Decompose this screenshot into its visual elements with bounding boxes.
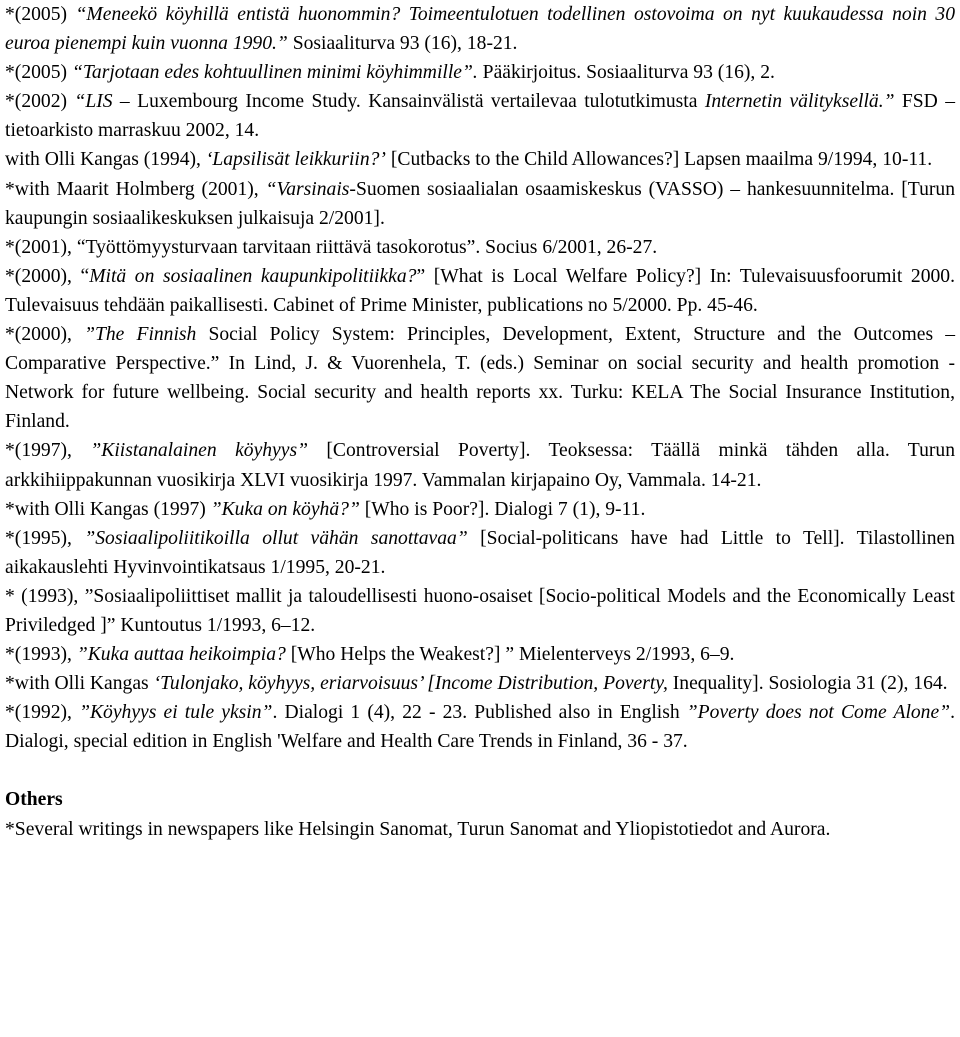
reference-entry <box>5 669 955 698</box>
reference-entry <box>5 495 955 524</box>
entry-prefix: *(2000), “ <box>5 265 90 287</box>
entry-title: Mitä on sosiaalinen kaupunkipolitiikka? <box>89 265 417 287</box>
entry-source: . Dialogi 1 (4), 22 - 23. Published also in English <box>272 702 687 724</box>
reference-entry <box>5 640 955 669</box>
entry-source: ” [What is Local Welfare Policy?] In: Tulevaisuusfoorumit 2000. Tulevaisuus tehdään paikallisesti. Cabinet of Prime Minister, publications no 5/2000. Pp. 45-46. <box>5 265 955 316</box>
entry-prefix: *with Maarit Holmberg (2001), <box>5 178 266 200</box>
entry-title: “Tarjotaan edes kohtuullinen minimi köyhimmille”. <box>71 62 478 84</box>
reference-entry <box>5 87 955 145</box>
entry-title: ‘Tulonjako, köyhyys, eriarvoisuus’ [Income Distribution, Poverty, <box>153 673 668 695</box>
entry-source: Sosiaaliturva 93 (16), 18-21. <box>287 33 518 55</box>
entry-source-continued: FSD – tietoarkisto marraskuu 2002, 14. <box>5 91 955 142</box>
entry-prefix: *(1997), <box>5 440 91 462</box>
entry-title: ”Sosiaalipoliitikoilla ollut vähän sanottavaa” <box>84 527 468 549</box>
entry-prefix: *(2005) <box>5 4 76 25</box>
reference-entry <box>5 0 955 58</box>
reference-entry <box>5 436 955 494</box>
entry-title-english: ”Poverty does not Come Alone” <box>686 702 951 724</box>
entry-title: “Meneekö köyhillä entistä huonommin? Toimeentulotuen todellinen ostovoima on nyt kuukaudessa noin 30 euroa pienempi kuin vuonna 1990.” <box>5 4 956 55</box>
entry-prefix: *with Olli Kangas (1997) <box>5 498 211 520</box>
reference-entry <box>5 58 955 87</box>
entry-title-continued: Internetin välityksellä.” <box>704 91 895 113</box>
entry-source: Pääkirjoitus. Sosiaaliturva 93 (16), 2. <box>477 62 775 84</box>
entry-title: “Varsinais <box>265 178 350 200</box>
section-heading-others: Others <box>5 789 63 811</box>
entry-source: -Suomen sosiaalialan osaamiskeskus (VASSO) – hankesuunnitelma. [Turun kaupungin sosiaalikeskuksen julkaisuja 2/2001]. <box>5 178 955 229</box>
entry-prefix: with Olli Kangas (1994), <box>5 149 206 171</box>
entry-title: ”Köyhyys ei tule yksin” <box>79 702 273 724</box>
reference-entry <box>5 524 955 582</box>
entry-prefix: *(2002) <box>5 91 75 113</box>
entry-title: ”Kuka on köyhä?” <box>210 498 360 520</box>
entry-source: – Luxembourg Income Study. Kansainvälistä vertailevaa tulotutkimusta <box>112 91 705 113</box>
reference-entry <box>5 698 955 756</box>
entry-source-english: . Dialogi, special edition in English 'Welfare and Health Care Trends in Finland, 36 - 37. <box>5 702 955 753</box>
others-text: *Several writings in newspapers like Helsingin Sanomat, Turun Sanomat and Yliopistotiedot and Aurora. <box>5 818 831 840</box>
entry-prefix: *(2000), <box>5 324 85 346</box>
entry-text: *(2001), “Työttömyysturvaan tarvitaan riittävä tasokorotus”. Socius 6/2001, 26-27. <box>5 236 658 258</box>
entry-prefix: *(1995), <box>5 527 85 549</box>
entry-title: ”Kiistanalainen köyhyys” <box>90 440 308 462</box>
entry-title: “LIS <box>74 91 113 113</box>
entry-prefix: *(1992), <box>5 702 80 724</box>
entry-source: [Social-politicans have had Little to Tell]. Tilastollinen aikakauslehti Hyvinvointikatsaus 1/1995, 20-21. <box>5 527 955 578</box>
reference-entry <box>5 262 955 320</box>
reference-entry <box>5 582 955 640</box>
entry-source: [Who is Poor?]. Dialogi 7 (1), 9-11. <box>359 498 646 520</box>
publication-list <box>5 0 955 844</box>
entry-title: ”The Finnish <box>84 324 197 346</box>
entry-source: [Cutbacks to the Child Allowances?] Lapsen maailma 9/1994, 10-11. <box>385 149 933 171</box>
reference-entry <box>5 145 955 174</box>
entry-prefix: *with Olli Kangas <box>5 673 154 695</box>
reference-entry <box>5 320 955 436</box>
entry-text: * (1993), ”Sosiaalipoliittiset mallit ja taloudellisesti huono-osaiset [Socio-political Models and the Economically Least Priviledged ]” Kuntoutus 1/1993, 6–12. <box>5 585 955 636</box>
section-spacer <box>5 756 955 785</box>
entry-source: Inequality]. Sosiologia 31 (2), 164. <box>667 673 948 695</box>
reference-entry <box>5 233 955 262</box>
entry-prefix: *(1993), <box>5 644 77 666</box>
entry-source: [Controversial Poverty]. Teoksessa: Täällä minkä tähden alla. Turun arkkihiippakunnan vuosikirja XLVI vuosikirja 1997. Vammalan kirjapaino Oy, Vammala. 14-21. <box>5 440 955 491</box>
entry-source: Social Policy System: Principles, Development, Extent, Structure and the Outcomes – Comparative Perspective.” In Lind, J. & Vuorenhela, T. (eds.) Seminar on social security and health promotion - Network for future wellbeing. Social security and health reports xx. Turku: KELA The Social Insurance Institution, Finland. <box>5 324 955 433</box>
entry-title: ‘Lapsilisät leikkuriin?’ <box>205 149 386 171</box>
reference-entry <box>5 175 955 233</box>
entry-prefix: *(2005) <box>5 62 72 84</box>
entry-title: ”Kuka auttaa heikoimpia? <box>76 644 286 666</box>
entry-source: [Who Helps the Weakest?] ” Mielenterveys 2/1993, 6–9. <box>285 644 735 666</box>
